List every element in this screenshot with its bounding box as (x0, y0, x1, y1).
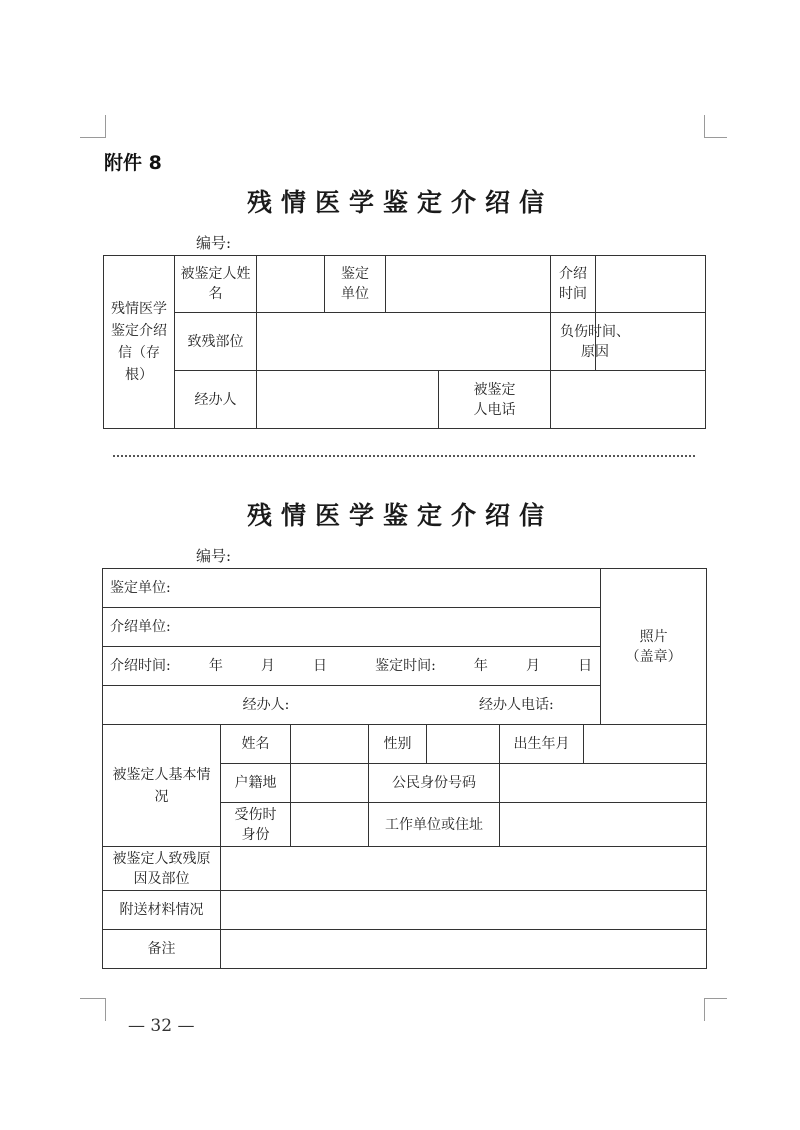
stub-phone-value[interactable] (551, 371, 706, 429)
basic-info-label: 被鉴定人基本情况 (112, 766, 211, 805)
name-label: 姓名 (221, 725, 291, 764)
injury-status-value[interactable] (291, 803, 369, 847)
letter-table (102, 568, 707, 969)
letter-title: 残情医学鉴定介绍信 (246, 501, 553, 530)
crop-mark-top-left (80, 115, 106, 138)
appraisal-time-label: 鉴定时间: (375, 658, 436, 674)
remarks-label: 备注 (103, 930, 221, 969)
injury-status-label-cell (221, 803, 291, 847)
cause-value[interactable] (221, 847, 707, 891)
remarks-value[interactable] (221, 930, 707, 969)
materials-label: 附送材料情况 (103, 891, 221, 930)
stub-name-label-cell (175, 256, 257, 313)
stub-unit-value[interactable] (386, 256, 551, 313)
stub-injury-label-cell (551, 313, 630, 371)
photo-label: 照片 (639, 628, 668, 645)
stub-unit-label-cell (325, 256, 386, 313)
injury-status-label: 受伤时身份 (234, 806, 277, 843)
stub-side-label: 残情医学鉴定介绍信（存根） (111, 301, 167, 383)
letter-handler-label: 经办人: (242, 697, 290, 713)
stub-name-label: 被鉴定人姓名 (180, 266, 251, 302)
letter-serial-label: 编号: (196, 547, 232, 565)
letter-handler-phone-label: 经办人电话: (479, 697, 554, 713)
letter-handler-row[interactable] (103, 686, 601, 725)
stub-phone-label-cell (439, 371, 551, 429)
stub-phone-label: 被鉴定人电话 (473, 381, 516, 418)
stub-handler-value[interactable] (257, 371, 439, 429)
household-value[interactable] (291, 764, 369, 803)
cause-label-cell (103, 847, 221, 891)
name-value[interactable] (291, 725, 369, 764)
stub-table (103, 255, 706, 429)
tear-off-dotted-line (113, 455, 695, 457)
attachment-label: 附件 8 (104, 152, 162, 174)
work-address-label: 工作单位或住址 (369, 803, 500, 847)
intro-day-label: 日 (313, 658, 327, 674)
seal-label: （盖章） (625, 648, 682, 665)
id-number-label: 公民身份号码 (369, 764, 500, 803)
stub-title: 残情医学鉴定介绍信 (246, 188, 553, 217)
appraisal-month-label: 月 (526, 658, 540, 674)
letter-intro-unit-label[interactable]: 介绍单位: (103, 608, 601, 647)
stub-injury-label: 负伤时间、原因 (560, 323, 630, 360)
birth-label: 出生年月 (500, 725, 584, 764)
cause-label: 被鉴定人致残原因及部位 (112, 850, 211, 887)
photo-seal-cell (601, 569, 707, 725)
work-address-value[interactable] (500, 803, 707, 847)
letter-time-row[interactable] (103, 647, 601, 686)
gender-value[interactable] (427, 725, 500, 764)
letter-unit-label[interactable]: 鉴定单位: (103, 569, 601, 608)
appraisal-year-label: 年 (473, 658, 488, 674)
intro-time-label: 介绍时间: (110, 658, 171, 674)
stub-part-value[interactable] (257, 313, 551, 371)
stub-time-value[interactable] (596, 256, 706, 313)
stub-time-label-cell (551, 256, 596, 313)
materials-value[interactable] (221, 891, 707, 930)
stub-part-label: 致残部位 (175, 313, 257, 371)
gender-label: 性别 (369, 725, 427, 764)
appraisal-day-label: 日 (578, 658, 593, 674)
intro-month-label: 月 (260, 658, 275, 674)
page-number: — 32 — (128, 1016, 195, 1036)
stub-handler-label: 经办人 (175, 371, 257, 429)
stub-unit-label: 鉴定单位 (341, 266, 369, 302)
crop-mark-top-right (704, 115, 727, 138)
stub-serial-label: 编号: (196, 234, 232, 252)
crop-mark-bottom-right (704, 998, 727, 1021)
stub-time-label: 介绍时间 (559, 266, 587, 302)
id-number-value[interactable] (500, 764, 707, 803)
birth-value[interactable] (584, 725, 707, 764)
household-label: 户籍地 (221, 764, 291, 803)
intro-year-label: 年 (208, 658, 223, 674)
crop-mark-bottom-left (80, 998, 106, 1021)
stub-name-value[interactable] (257, 256, 325, 313)
stub-side-label-cell (104, 256, 175, 429)
basic-info-label-cell (103, 725, 221, 847)
